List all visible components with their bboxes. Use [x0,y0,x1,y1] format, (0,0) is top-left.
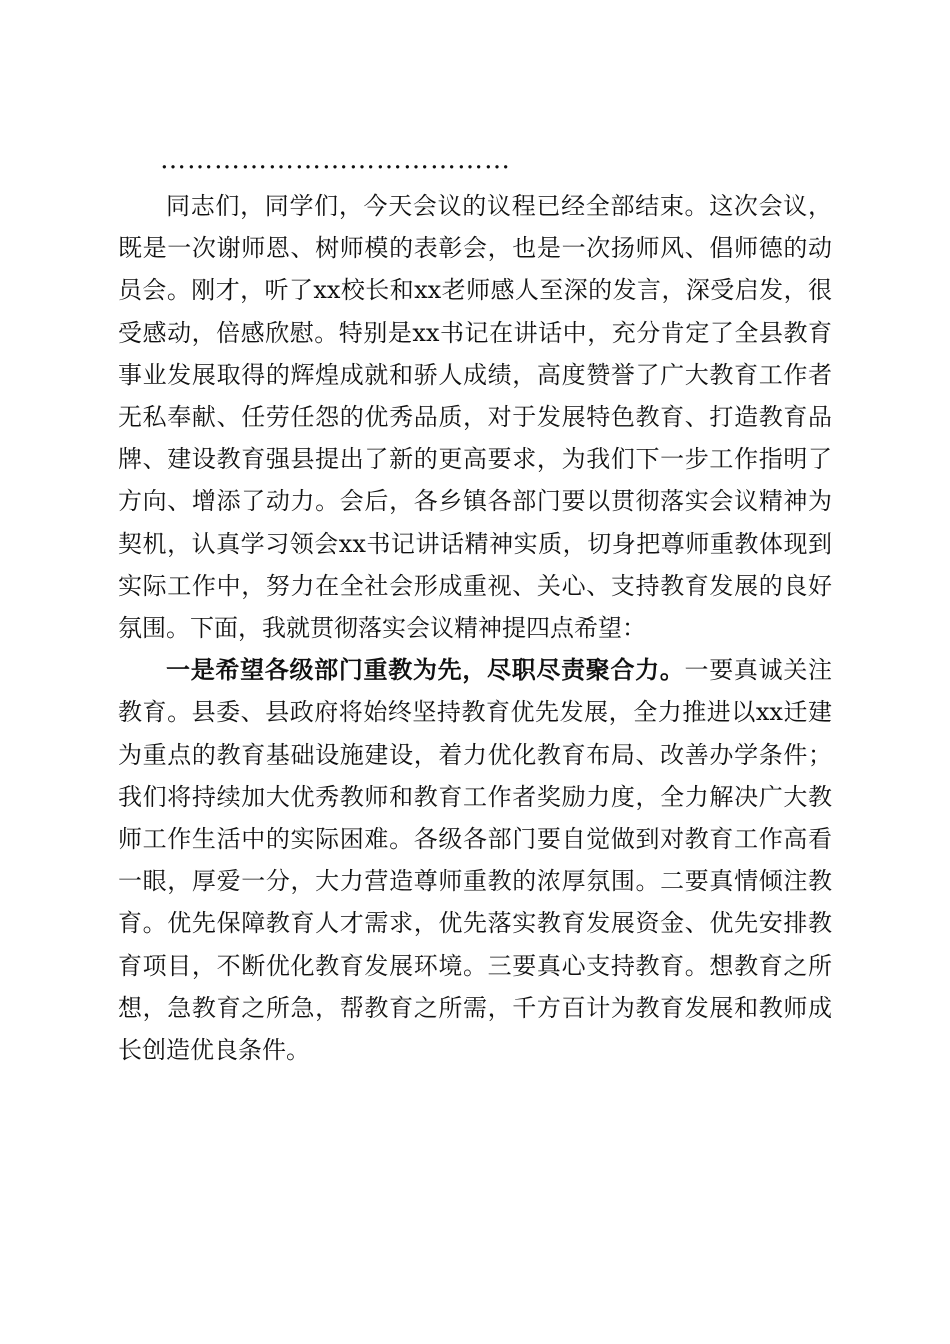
paragraph-text: 一要真诚关注教育。县委、县政府将始终坚持教育优先发展，全力推进以xx迁建为重点的教育基础设施建设，着力优化教育布局、改善办学条件；我们将持续加大优秀教师和教育工作者奖励力度，全力解决广大教师工作生活中的实际困难。各级各部门要自觉做到对教育工作高看一眼，厚爱一分，大力营造尊师重教的浓厚氛围。二要真情倾注教育。优先保障教育人才需求，优先落实教育发展资金、优先安排教育项目，不断优化教育发展环境。三要真心支持教育。想教育之所想，急教育之所急，帮教育之所需，千方百计为教育发展和教师成长创造优良条件。 [118,656,833,1065]
paragraph-text: 同志们，同学们，今天会议的议程已经全部结束。这次会议，既是一次谢师恩、树师模的表彰会，也是一次扬师风、倡师德的动员会。刚才，听了xx校长和xx老师感人至深的发言，深受启发，很受感动，倍感欣慰。特别是xx书记在讲话中，充分肯定了全县教育事业发展取得的辉煌成就和骄人成绩，高度赞誉了广大教育工作者无私奉献、任劳任怨的优秀品质，对于发展特色教育、打造教育品牌、建设教育强县提出了新的更高要求，为我们下一步工作指明了方向、增添了动力。会后，各乡镇各部门要以贯彻落实会议精神为契机，认真学习领会xx书记讲话精神实质，切身把尊师重教体现到实际工作中，努力在全社会形成重视、关心、支持教育发展的良好氛围。下面，我就贯彻落实会议精神提四点希望： [118,192,832,643]
paragraph-lead: 一是希望各级部门重教为先，尽职尽责聚合力。 [166,655,685,685]
paragraph-first-hope [118,649,832,1071]
omission-ellipsis: ………………………………… [160,145,511,175]
paragraph-closing-remarks [118,185,832,649]
document-body [118,185,832,1071]
